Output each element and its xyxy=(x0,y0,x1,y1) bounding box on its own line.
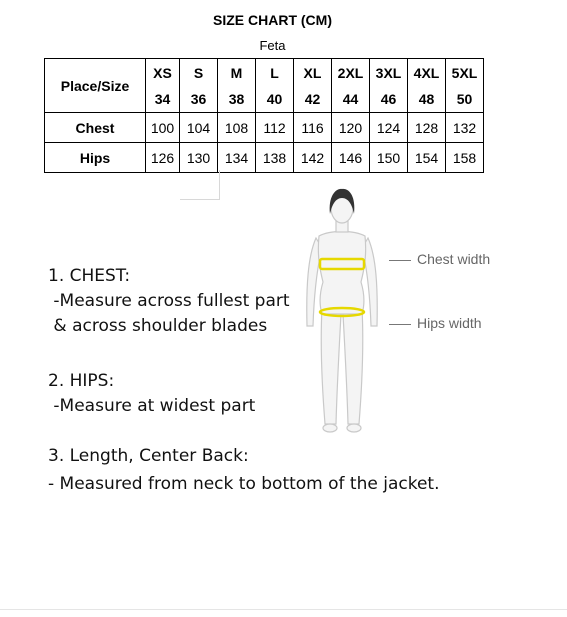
table-cell: 130 xyxy=(180,143,218,173)
gridline xyxy=(219,170,220,200)
table-row-chest xyxy=(45,113,484,143)
size-letter: 4XL xyxy=(408,59,446,87)
table-cell: 124 xyxy=(370,113,408,143)
size-chart-title: SIZE CHART (CM) xyxy=(213,12,332,28)
size-letter: 3XL xyxy=(370,59,408,87)
size-number: 34 xyxy=(146,86,180,113)
hips-heading: 2. HIPS: xyxy=(48,371,115,391)
size-letter: M xyxy=(218,59,256,87)
table-cell: 108 xyxy=(218,113,256,143)
table-cell: 142 xyxy=(294,143,332,173)
length-instruction-1: - Measured from neck to bottom of the jacket. xyxy=(48,474,440,494)
measurement-instructions xyxy=(48,264,439,497)
table-cell: 104 xyxy=(180,113,218,143)
table-cell: 134 xyxy=(218,143,256,173)
length-heading: 3. Length, Center Back: xyxy=(48,446,249,466)
size-table xyxy=(44,58,484,173)
hips-instruction-1: -Measure at widest part xyxy=(48,396,256,416)
size-letter: S xyxy=(180,59,218,87)
row-label-hips: Hips xyxy=(45,143,146,173)
hips-width-label: Hips width xyxy=(417,315,482,331)
size-number: 50 xyxy=(446,86,484,113)
table-cell: 138 xyxy=(256,143,294,173)
table-row-hips xyxy=(45,143,484,173)
table-cell: 132 xyxy=(446,113,484,143)
bottom-gridline xyxy=(0,609,567,610)
size-letter: 2XL xyxy=(332,59,370,87)
size-letters-row xyxy=(45,59,484,87)
size-number: 42 xyxy=(294,86,332,113)
table-cell: 128 xyxy=(408,113,446,143)
table-cell: 116 xyxy=(294,113,332,143)
chest-width-label: Chest width xyxy=(417,251,491,267)
size-number: 40 xyxy=(256,86,294,113)
size-number: 48 xyxy=(408,86,446,113)
chest-heading: 1. CHEST: xyxy=(48,266,131,286)
callout-line xyxy=(389,260,411,261)
size-number: 46 xyxy=(370,86,408,113)
table-cell: 146 xyxy=(332,143,370,173)
size-number: 36 xyxy=(180,86,218,113)
table-cell: 100 xyxy=(146,113,180,143)
chest-instruction-1: -Measure across fullest part xyxy=(48,291,290,311)
chest-instruction-2: & across shoulder blades xyxy=(48,316,268,336)
table-cell: 158 xyxy=(446,143,484,173)
table-cell: 120 xyxy=(332,113,370,143)
size-chart-subtitle: Feta xyxy=(259,38,286,53)
table-cell: 112 xyxy=(256,113,294,143)
size-letter: L xyxy=(256,59,294,87)
row-label-chest: Chest xyxy=(45,113,146,143)
size-letter: XS xyxy=(146,59,180,87)
table-cell: 126 xyxy=(146,143,180,173)
table-cell: 154 xyxy=(408,143,446,173)
size-number: 38 xyxy=(218,86,256,113)
size-number: 44 xyxy=(332,86,370,113)
table-cell: 150 xyxy=(370,143,408,173)
table-header-label: Place/Size xyxy=(45,59,146,113)
size-letter: 5XL xyxy=(446,59,484,87)
gridline xyxy=(180,199,220,200)
size-letter: XL xyxy=(294,59,332,87)
